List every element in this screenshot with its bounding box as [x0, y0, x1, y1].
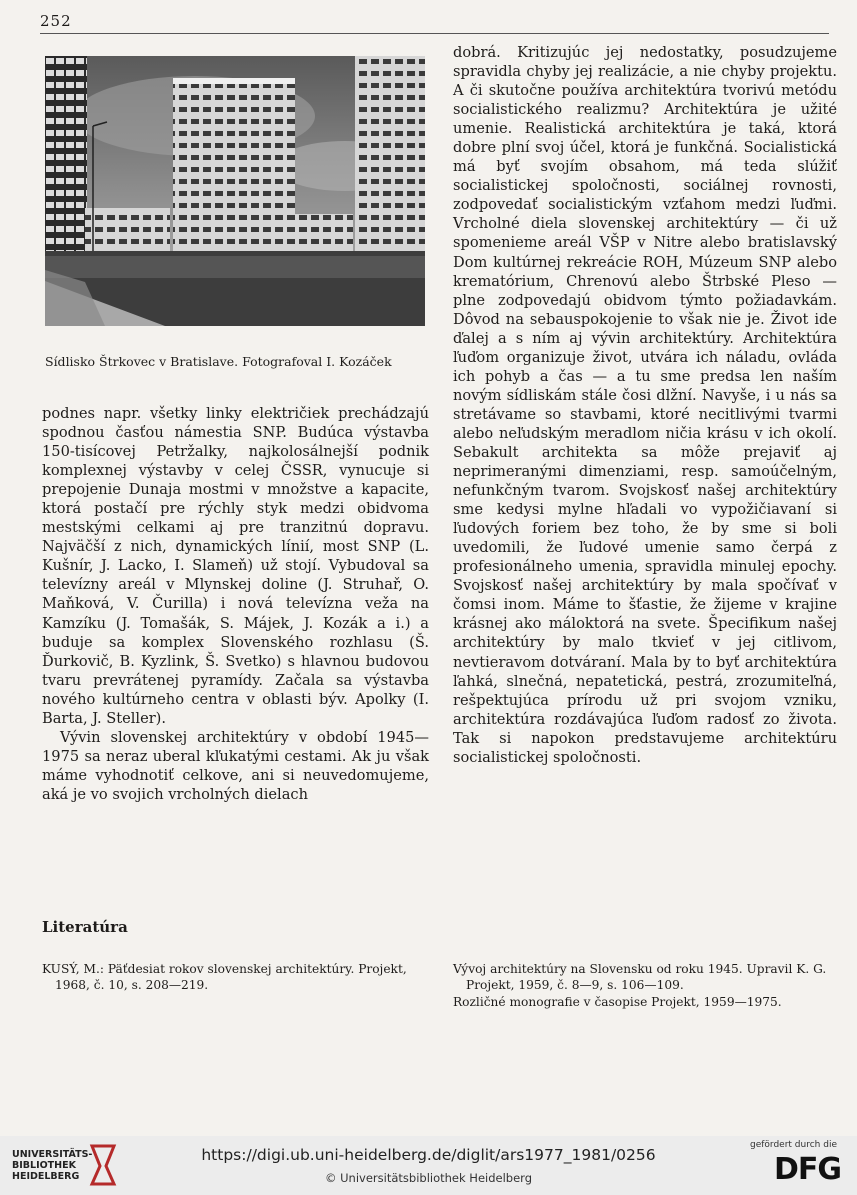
body-paragraph: dobrá. Kritizujúc jej nedostatky, posudzujeme spravidla chyby jej realizácie, a nie chyby projektu. A či skutočne používa architektúra tvorivú metódu socialistického realizmu? Architektúra je užité umenie. Realistická architektúra je taká, ktorá dobre plní svoj účel, ktorá je funkčná. Socialistická má byť svojím obsahom, má teda slúžiť socialistickej spoločnosti, sociálnej rovnosti, zodpovedať socialistickým vzťahom medzi ľuďmi. Vrcholné diela slovenskej architektúry — či už spomenieme areál VŠP v Nitre alebo bratislavský Dom kultúrnej rekreácie ROH, Múzeum SNP alebo krematórium, Chrenovú alebo Štrbské Pleso — plne zodpovedajú obidvom týmto požiadavkám. Dôvod na sebauspokojenie to však nie je. Život ide ďalej a s ním aj vývin architektúry. Architektúra ľuďom organizuje život, utvára ich náladu, ovláda ich pohyb a čas — a tu sme predsa len naším novým sídliskám stále čosi dlžní. Navyše, i u nás sa stretávame so stavbami, ktoré necitlivými tvarmi alebo neľudským meradlom ničia krásu v ich okolí. Sebakult architekta sa môže prejaviť aj neprimeranými dimenziami, resp. samoúčelným, nefunkčným tvarom. Svojskosť našej architektúry sme kedysi mylne hľadali vo vypožičiavaní si ľudových foriem bez toho, že by sme si boli uvedomili, že ľudové umenie samo čerpá z profesionálneho umenia, spravidla minulej epochy. Svojskosť našej architektúry by mala spočívať v čomsi inom. Máme to šťastie, že žijeme v krajine krásnej ako máloktorá na svete. Špecifikum našej architektúry by malo tkvieť v jej citlivom, nevtieravom dotváraní. Mala by to byť architektúra ľahká, slnečná, nepatetická, pestrá, zrozumiteľná, rešpektujúca prírodu už pri svojom vzniku, architektúra rozdávajúca ľuďom radosť zo života. Tak si napokon predstavujeme architektúru socialistickej spoločnosti. — [453, 44, 837, 766]
references-left — [42, 961, 430, 994]
reference-item: Vývoj architektúry na Slovensku od roku 1945. Upravil K. G. Projekt, 1959, č. 8—9, s. 106—109. — [453, 962, 827, 993]
housing-estate-photo — [45, 56, 425, 326]
dfg-label: gefördert durch die — [750, 1140, 837, 1150]
permalink-url[interactable]: https://digi.ub.uni-heidelberg.de/diglit/ars1977_1981/0256 — [201, 1146, 656, 1164]
literature-heading: Literatúra — [42, 918, 128, 936]
left-text-column — [42, 404, 429, 804]
reference-item: KUSÝ, M.: Päťdesiat rokov slovenskej architektúry. Projekt, 1968, č. 10, s. 208—219. — [42, 962, 407, 993]
references-right — [453, 961, 841, 1010]
right-text-column — [453, 43, 837, 767]
library-logo: UNIVERSITÄTS- BIBLIOTHEK HEIDELBERG — [12, 1149, 93, 1182]
copyright-notice: © Universitätsbibliothek Heidelberg — [324, 1171, 532, 1185]
page-number: 252 — [40, 12, 72, 30]
dfg-logo: DFG — [773, 1152, 841, 1187]
body-paragraph: Vývin slovenskej architektúry v období 1945—1975 sa neraz uberal kľukatými cestami. Ak ju však máme vyhodnotiť celkove, ani si neuvedomujeme, aká je vo svojich vrcholných dielach — [42, 728, 429, 803]
reference-item: Rozličné monografie v časopise Projekt, 1959—1975. — [453, 994, 782, 1009]
top-rule — [40, 33, 829, 34]
body-paragraph: podnes napr. všetky linky električiek prechádzajú spodnou časťou námestia SNP. Budúca výstavba 150-tisícovej Petržalky, najkolosálnejší podnik komplexnej výstavby v celej ČSSR, vynucuje si prepojenie Dunaja mostmi v množstve a kapacite, ktorá postačí pre rýchly styk medzi obidvoma mestskými celkami aj pre tranzitnú dopravu. Najväčší z nich, dynamických línií, most SNP (L. Kušnír, J. Lacko, I. Slameň) už stojí. Vybudoval sa televízny areál v Mlynskej doline (J. Struhař, O. Maňková, V. Čurilla) i nová televízna veža na Kamzíku (J. Tomašák, S. Májek, J. Kozák a i.) a buduje sa komplex Slovenského rozhlasu (Š. Ďurkovič, B. Kyzlink, Š. Svetko) s hlavnou budovou tvaru prevrátenej pyramídy. Začala sa výstavba nového kultúrneho centra v oblasti býv. Apolky (I. Barta, J. Steller). — [42, 405, 429, 727]
photo-caption: Sídlisko Štrkovec v Bratislave. Fotografoval I. Kozáček — [45, 354, 392, 369]
footer-bar — [0, 1136, 857, 1195]
